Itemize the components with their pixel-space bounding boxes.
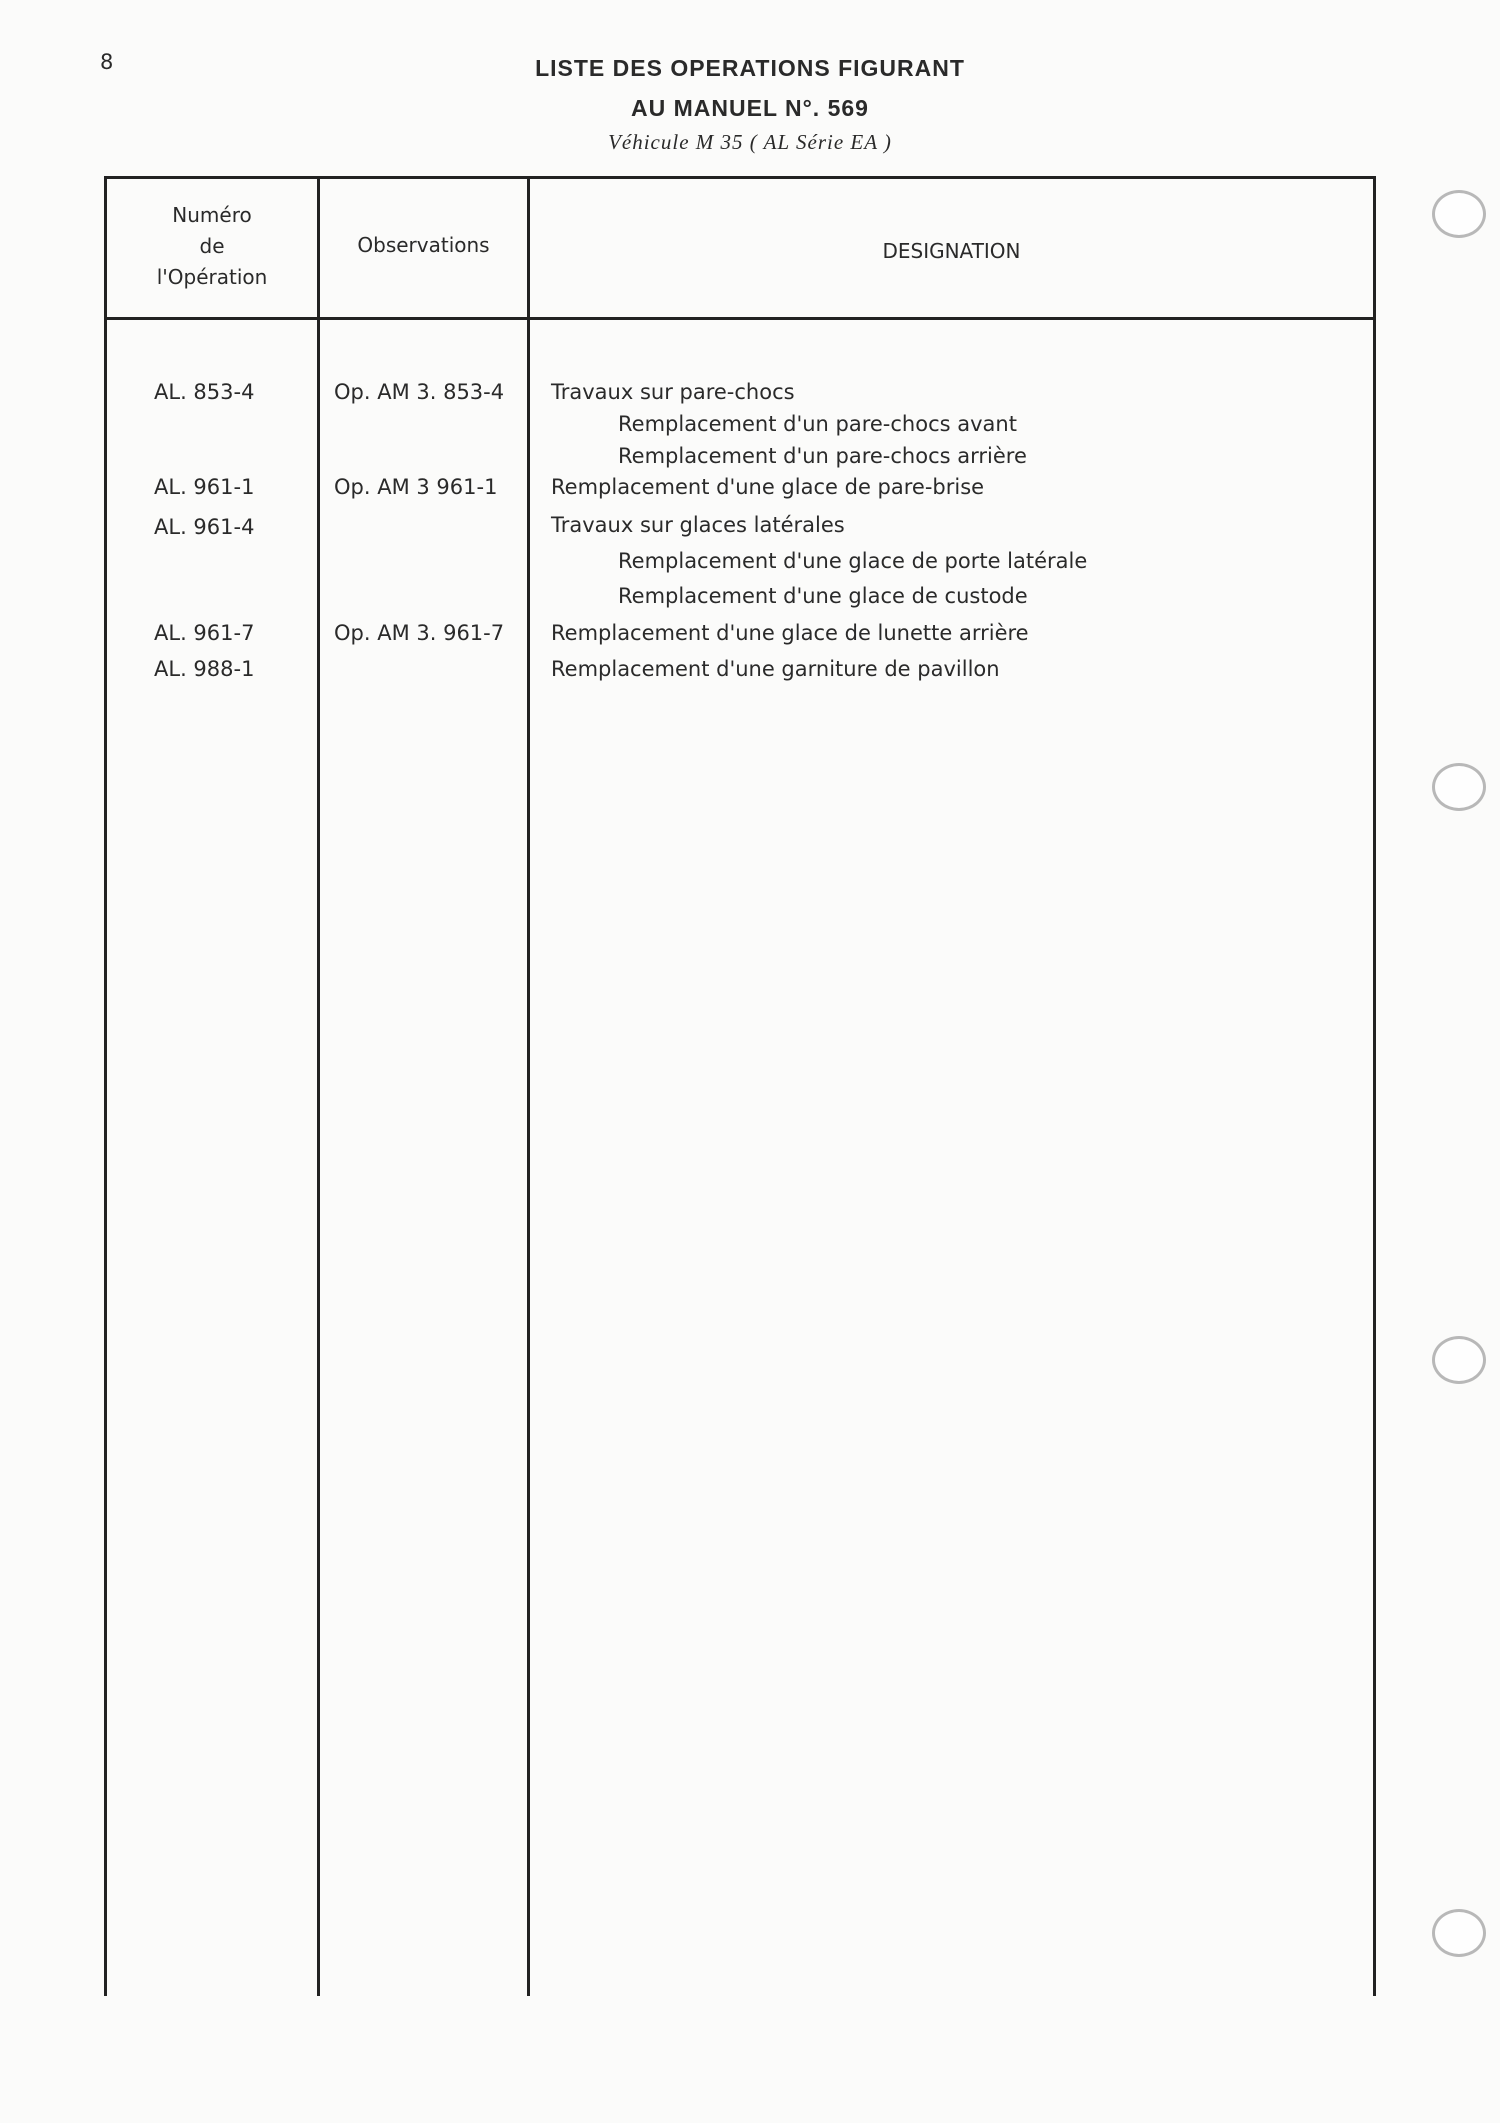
column-header-numero: [107, 200, 317, 293]
row-1-numero: AL. 853-4: [154, 380, 255, 404]
row-7-designation: Remplacement d'une glace de custode: [618, 584, 1028, 608]
row-9-designation: Remplacement d'une garniture de pavillon: [551, 657, 1000, 681]
binder-hole: [1432, 190, 1486, 238]
row-3-designation: Remplacement d'un pare-chocs arrière: [618, 444, 1027, 468]
page-number: 8: [100, 50, 114, 74]
column-header-numero-line1: Numéro: [172, 203, 252, 227]
row-9-numero: AL. 988-1: [154, 657, 255, 681]
document-title-line2: AU MANUEL N°. 569: [631, 95, 869, 121]
binder-hole: [1432, 1909, 1486, 1957]
table-right-border: [1373, 176, 1376, 1996]
row-5-numero: AL. 961-4: [154, 515, 255, 539]
row-6-designation: Remplacement d'une glace de porte latérale: [618, 549, 1088, 573]
document-title-line1: LISTE DES OPERATIONS FIGURANT: [535, 55, 965, 81]
row-8-numero: AL. 961-7: [154, 621, 255, 645]
row-2-designation: Remplacement d'un pare-chocs avant: [618, 412, 1017, 436]
column-divider-2: [527, 176, 530, 1996]
row-8-designation: Remplacement d'une glace de lunette arrière: [551, 621, 1029, 645]
table-header-divider: [104, 317, 1376, 320]
table-left-border: [104, 176, 107, 1996]
row-4-observations: Op. AM 3 961-1: [334, 475, 498, 499]
column-header-numero-line2: de: [199, 234, 225, 258]
column-header-observations: Observations: [357, 233, 490, 257]
binder-hole: [1432, 1336, 1486, 1384]
row-1-designation: Travaux sur pare-chocs: [551, 380, 795, 404]
operations-table: [104, 176, 1374, 1996]
row-4-numero: AL. 961-1: [154, 475, 255, 499]
binder-hole: [1432, 763, 1486, 811]
document-subtitle: Véhicule M 35 ( AL Série EA ): [608, 130, 892, 154]
column-header-numero-line3: l'Opération: [156, 265, 268, 289]
row-5-designation: Travaux sur glaces latérales: [551, 513, 845, 537]
table-top-border: [104, 176, 1376, 179]
column-divider-1: [317, 176, 320, 1996]
row-4-designation: Remplacement d'une glace de pare-brise: [551, 475, 985, 499]
column-header-designation: DESIGNATION: [882, 239, 1021, 263]
row-8-observations: Op. AM 3. 961-7: [334, 621, 505, 645]
row-1-observations: Op. AM 3. 853-4: [334, 380, 505, 404]
